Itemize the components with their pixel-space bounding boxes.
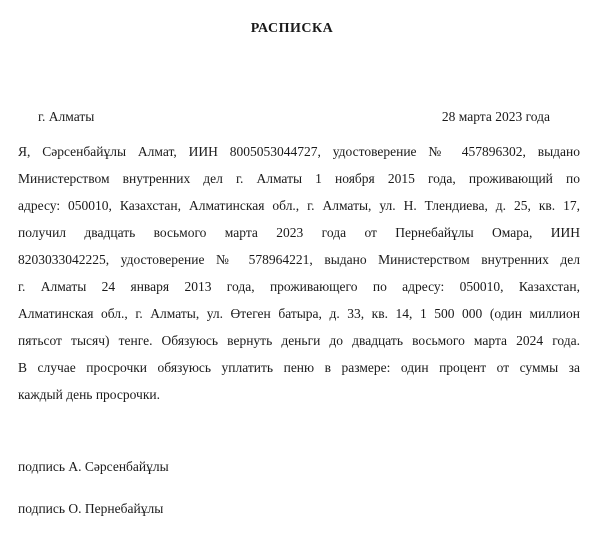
signature-line: подпись А. Сәрсенбайұлы xyxy=(18,459,169,474)
body-line: г. Алматы 24 января 2013 года, проживающего по адресу: 050010, Казахстан, xyxy=(18,279,580,294)
body-line: адресу: 050010, Казахстан, Алматинская обл., г. Алматы, ул. Н. Тлендиева, д. 25, кв. 17, xyxy=(18,198,580,213)
body-line: В случае просрочки обязуюсь уплатить пеню в размере: один процент от суммы за xyxy=(18,360,580,375)
body-line: Алматинская обл., г. Алматы, ул. Өтеген батыра, д. 33, кв. 14, 1 500 000 (один миллион xyxy=(18,306,580,321)
signature-line: подпись О. Пернебайұлы xyxy=(18,501,164,516)
body-line: Министерством внутренних дел г. Алматы 1 ноября 2015 года, проживающий по xyxy=(18,171,580,186)
dateline xyxy=(38,108,550,126)
document-title: РАСПИСКА xyxy=(250,21,334,36)
body-line: Я, Сәрсенбайұлы Алмат, ИИН 8005053044727, удостоверение № 457896302, выдано xyxy=(18,144,580,159)
body-line: каждый день просрочки. xyxy=(18,387,160,402)
body-line: 8203033042225, удостоверение № 578964221, выдано Министерством внутренних дел xyxy=(18,252,580,267)
signature-block xyxy=(18,458,580,518)
place-label: г. Алматы xyxy=(38,109,95,124)
body-line: пятьсот тысяч) тенге. Обязуюсь вернуть деньги до двадцать восьмого марта 2024 года. xyxy=(18,333,580,348)
body-line: получил двадцать восьмого марта 2023 года от Пернебайұлы Омара, ИИН xyxy=(18,225,580,240)
body-paragraph xyxy=(18,138,580,408)
date-label: 28 марта 2023 года xyxy=(441,109,550,124)
